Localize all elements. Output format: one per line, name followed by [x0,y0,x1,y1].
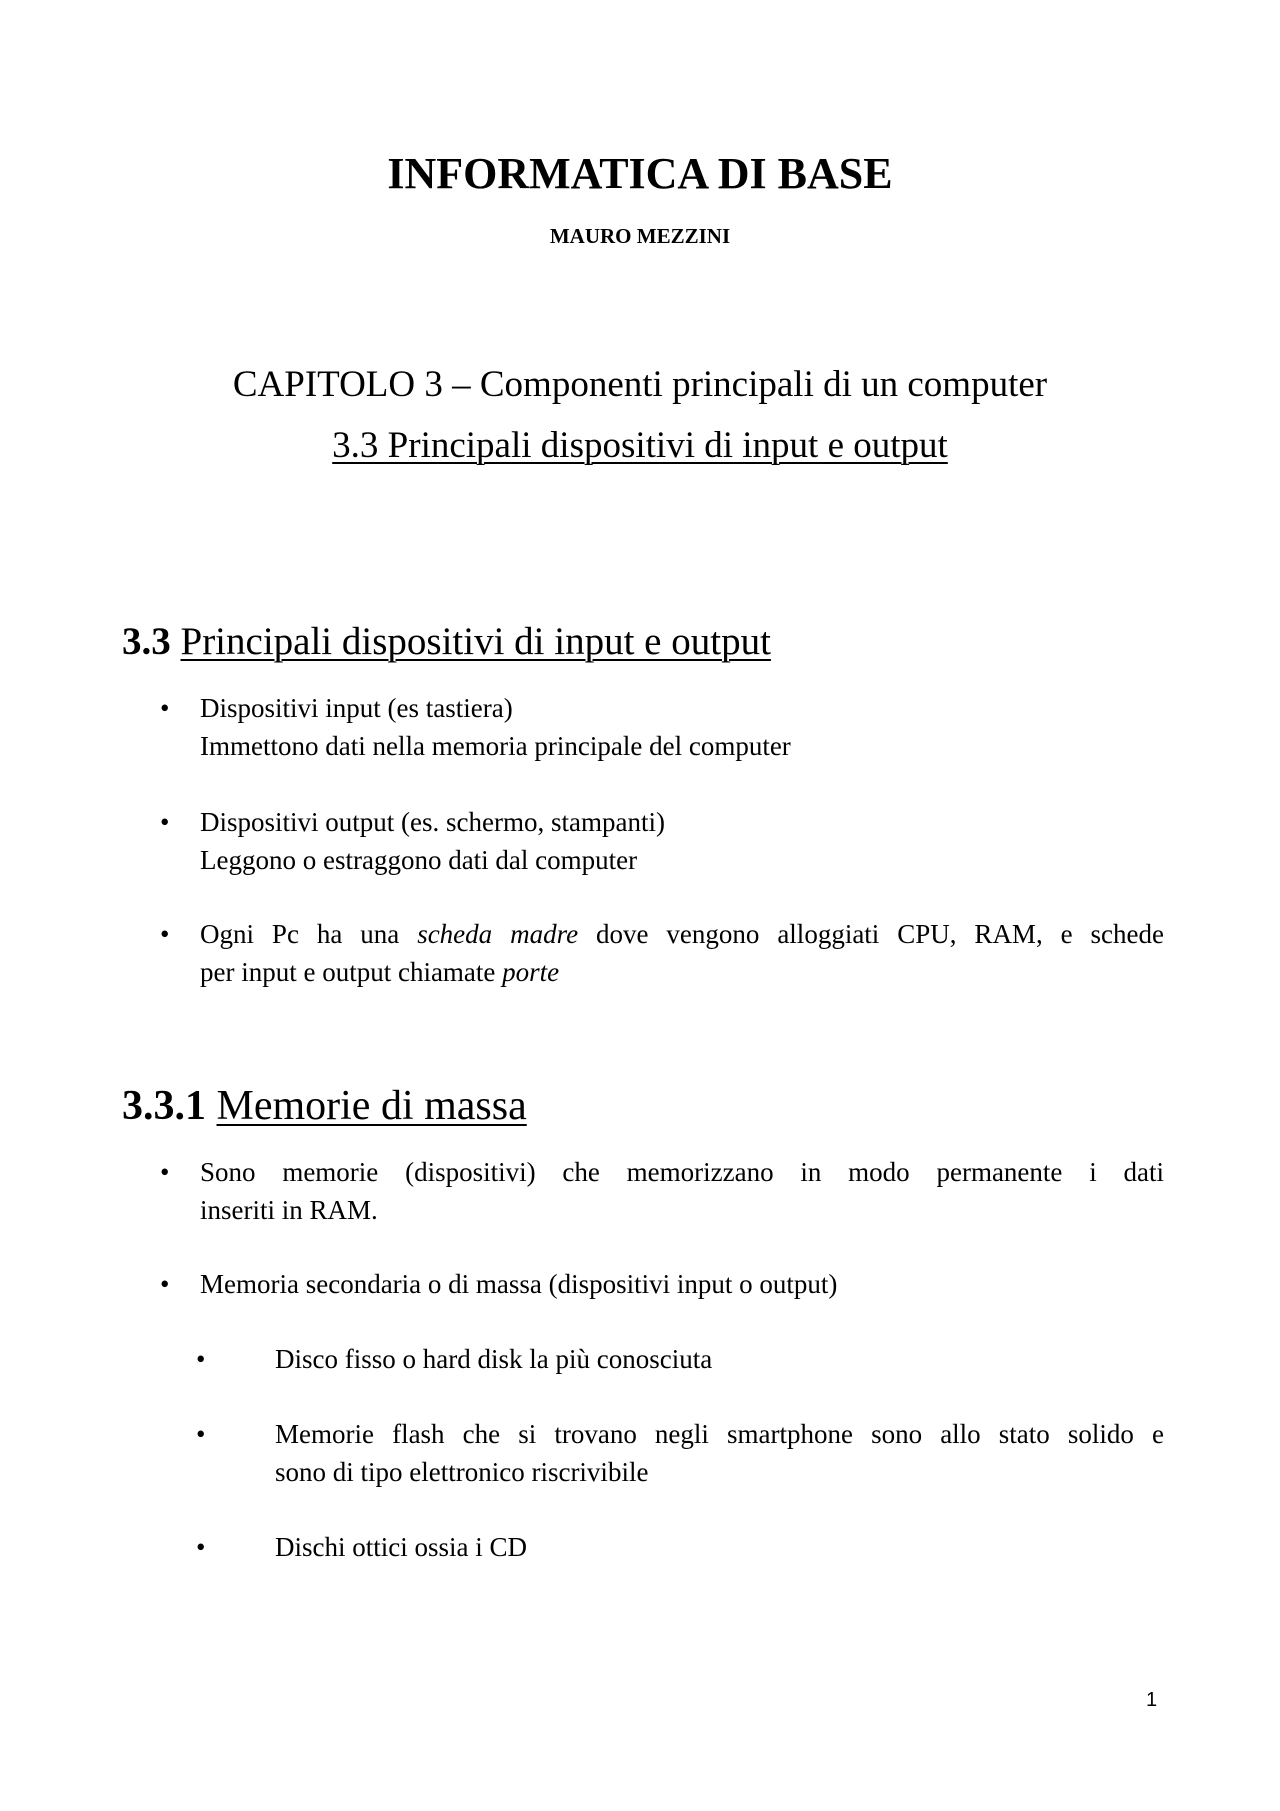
list-item-line: Disco fisso o hard disk la più conosciuta [275,1344,713,1374]
bullet-icon: • [160,1269,170,1299]
section-number: 3.3 [122,620,171,663]
list-item [200,689,1164,765]
list-item [200,803,1164,879]
section-heading-3-3-1 [122,1085,527,1127]
list-item-line: Memoria secondaria o di massa (dispositivi input o output) [200,1269,838,1299]
chapter-subtitle-text: 3.3 Principali dispositivi di input e output [332,425,948,466]
section-number: 3.3.1 [122,1083,206,1129]
list-item-line: sono di tipo elettronico riscrivibile [275,1457,649,1487]
bullet-icon: • [160,693,170,723]
chapter-heading: CAPITOLO 3 – Componenti principali di un computer [232,364,1048,405]
chapter-subtitle [0,427,1280,464]
list-item-line: inseriti in RAM. [200,1195,378,1225]
section-heading-3-3 [122,622,771,661]
list-item [200,915,1164,991]
emphasis-text: scheda madre [417,919,579,949]
list-item-line: Dischi ottici ossia i CD [275,1532,527,1562]
emphasis-text: porte [502,957,560,987]
document-author: MAURO MEZZINI [549,224,731,248]
bullet-icon: • [160,1157,170,1187]
bullet-icon: • [196,1532,206,1562]
sub-list-item [275,1415,1164,1491]
section-title: Principali dispositivi di input e output [180,620,771,663]
document-title: INFORMATICA DI BASE [387,149,893,198]
page-number: 1 [1146,1689,1158,1711]
sub-list-item [275,1340,1164,1378]
list-item-line: Memorie flash che si trovano negli smartphone sono allo stato solido e [275,1419,1164,1449]
list-item [200,1153,1164,1229]
list-item-line [200,915,1164,953]
text-run: Ogni Pc ha una [200,919,418,949]
bullet-icon: • [160,807,170,837]
text-run: dove vengono alloggiati CPU, RAM, e schede [578,919,1164,949]
list-item-line: Leggono o estraggono dati dal computer [200,845,638,875]
text-run: per input e output chiamate [200,957,503,987]
list-item-line: Sono memorie (dispositivi) che memorizzano in modo permanente i dati [200,1157,1164,1187]
bullet-icon: • [160,919,170,949]
list-item-line [200,953,1164,991]
list-item-line: Immettono dati nella memoria principale del computer [200,731,791,761]
list-item-line: Dispositivi output (es. schermo, stampanti) [200,807,665,837]
section-title: Memorie di massa [216,1083,527,1129]
sub-list-item [275,1528,1164,1566]
bullet-icon: • [196,1419,206,1449]
list-item [200,1265,1164,1303]
list-item-line: Dispositivi input (es tastiera) [200,693,513,723]
bullet-icon: • [196,1344,206,1374]
